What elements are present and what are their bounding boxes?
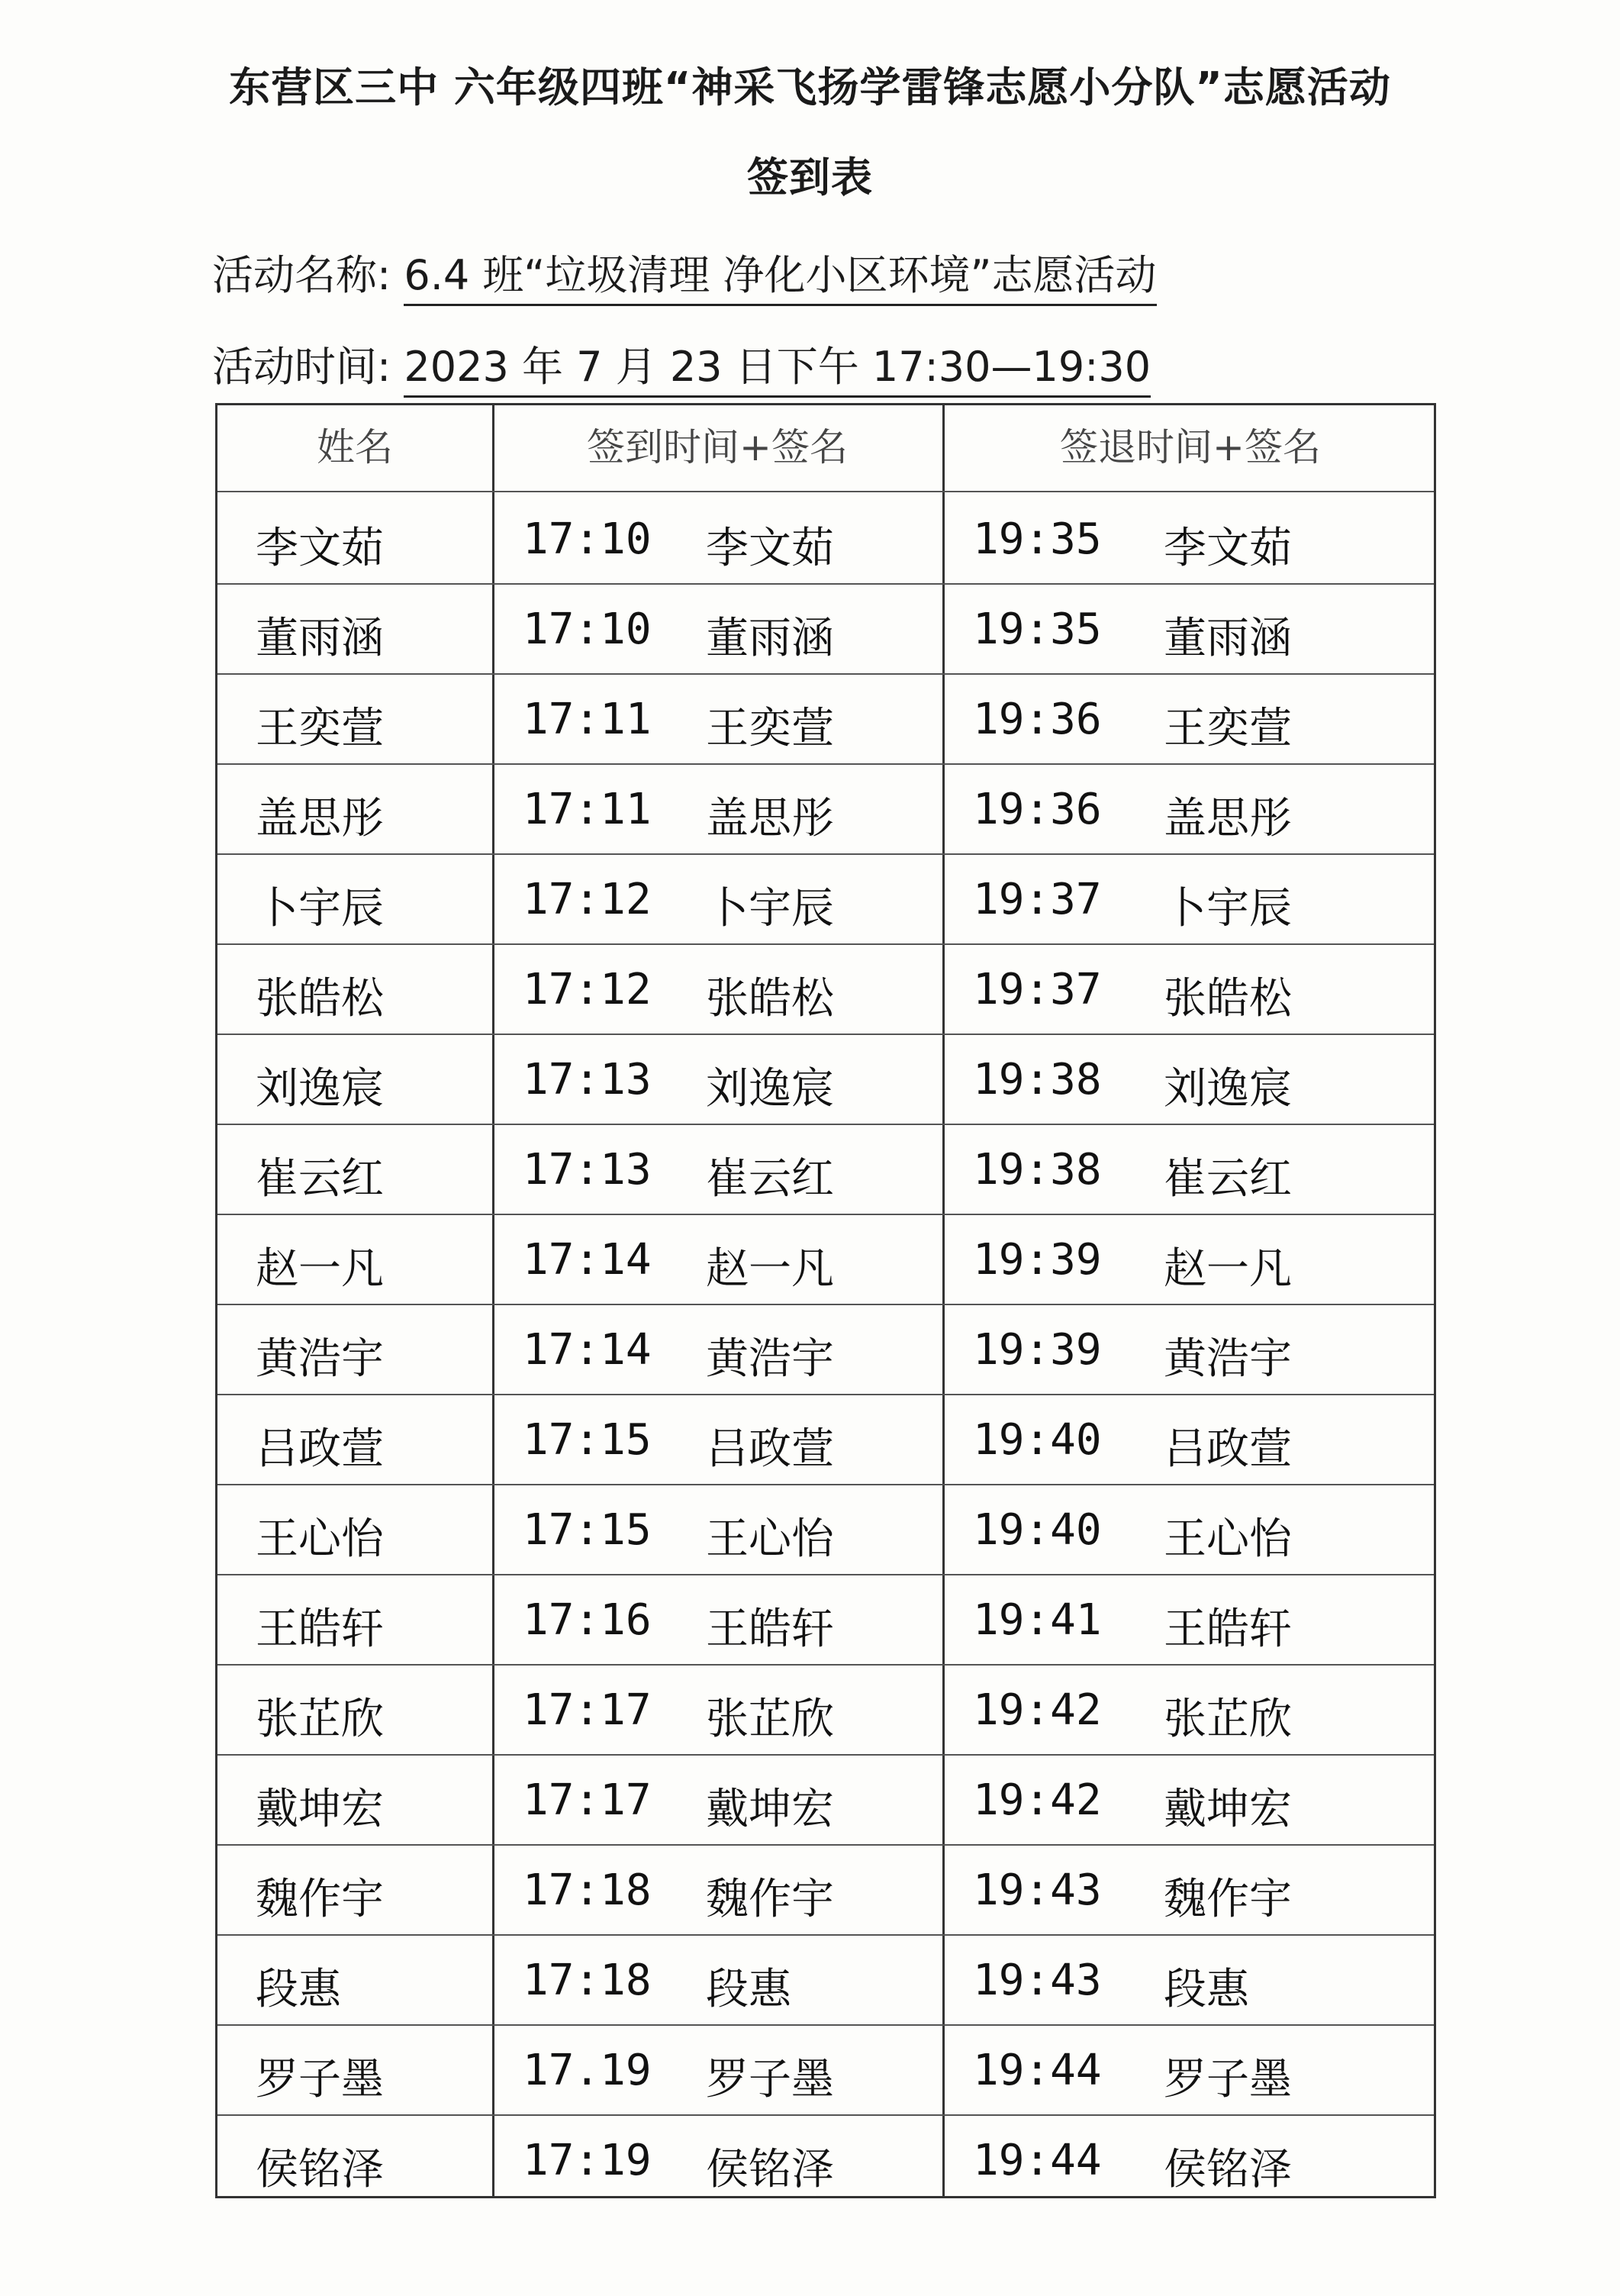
activity-name-row	[212, 243, 1157, 302]
activity-time-row	[212, 334, 1151, 393]
signin-signature-cell: 李文茹	[706, 524, 834, 573]
signout-signature-cell: 王皓轩	[1164, 1604, 1292, 1654]
signin-signature-cell: 张芷欣	[706, 1695, 834, 1744]
signin-signature-cell: 段惠	[706, 1965, 791, 2014]
signin-time-cell: 17:12	[523, 965, 652, 1014]
name-cell: 王奕萱	[256, 704, 384, 753]
signin-time-cell: 17:11	[523, 695, 652, 744]
signin-time-cell: 17:12	[523, 875, 652, 924]
name-cell: 魏作宇	[256, 1875, 384, 1924]
row-divider	[217, 943, 1434, 945]
signout-time-cell: 19:35	[973, 605, 1102, 654]
name-cell: 张皓松	[256, 974, 384, 1024]
name-cell: 黄浩宇	[256, 1334, 384, 1384]
signin-time-cell: 17:14	[523, 1325, 652, 1375]
name-cell: 吕政萱	[256, 1424, 384, 1474]
signin-time-cell: 17:17	[523, 1775, 652, 1825]
signout-time-cell: 19:39	[973, 1325, 1102, 1375]
row-divider	[217, 673, 1434, 675]
signout-signature-cell: 盖思彤	[1164, 794, 1292, 843]
signout-signature-cell: 吕政萱	[1164, 1424, 1292, 1474]
signout-time-cell: 19:42	[973, 1685, 1102, 1735]
signout-time-cell: 19:36	[973, 785, 1102, 834]
row-divider	[217, 1664, 1434, 1666]
name-cell: 张芷欣	[256, 1695, 384, 1744]
signout-signature-cell: 董雨涵	[1164, 614, 1292, 663]
row-divider	[217, 763, 1434, 765]
signin-time-cell: 17.19	[523, 2046, 652, 2095]
signout-time-cell: 19:40	[973, 1415, 1102, 1465]
signin-signature-cell: 黄浩宇	[706, 1334, 834, 1384]
signout-signature-cell: 侯铭泽	[1164, 2145, 1292, 2194]
signin-time-cell: 17:14	[523, 1235, 652, 1285]
row-divider	[217, 1484, 1434, 1485]
signout-signature-cell: 黄浩宇	[1164, 1334, 1292, 1384]
name-cell: 段惠	[256, 1965, 341, 2014]
signout-time-cell: 19:43	[973, 1866, 1102, 1915]
header-signin: 签到时间+签名	[587, 425, 848, 469]
signout-time-cell: 19:39	[973, 1235, 1102, 1285]
signin-signature-cell: 罗子墨	[706, 2055, 834, 2104]
signin-table	[215, 403, 1436, 2198]
row-divider	[217, 1034, 1434, 1035]
signout-time-cell: 19:35	[973, 514, 1102, 564]
signin-time-cell: 17:18	[523, 1956, 652, 2005]
name-cell: 李文茹	[256, 524, 384, 573]
row-divider	[217, 2024, 1434, 2026]
signin-signature-cell: 赵一凡	[706, 1244, 834, 1294]
signout-signature-cell: 戴坤宏	[1164, 1785, 1292, 1834]
activity-name-value: 6.4 班“垃圾清理 净化小区环境”志愿活动	[404, 251, 1156, 306]
header-signout: 签退时间+签名	[1060, 425, 1321, 469]
signout-time-cell: 19:37	[973, 965, 1102, 1014]
signin-time-cell: 17:15	[523, 1505, 652, 1555]
signout-signature-cell: 卜宇辰	[1164, 884, 1292, 934]
signout-signature-cell: 崔云红	[1164, 1154, 1292, 1204]
signin-time-cell: 17:16	[523, 1595, 652, 1645]
signin-signature-cell: 王皓轩	[706, 1604, 834, 1654]
signout-time-cell: 19:37	[973, 875, 1102, 924]
signout-time-cell: 19:44	[973, 2046, 1102, 2095]
signout-time-cell: 19:43	[973, 1956, 1102, 2005]
name-cell: 赵一凡	[256, 1244, 384, 1294]
signout-signature-cell: 罗子墨	[1164, 2055, 1292, 2104]
name-cell: 戴坤宏	[256, 1785, 384, 1834]
name-cell: 王皓轩	[256, 1604, 384, 1654]
header-divider	[217, 491, 1434, 492]
row-divider	[217, 1394, 1434, 1395]
signin-signature-cell: 侯铭泽	[706, 2145, 834, 2194]
row-divider	[217, 1934, 1434, 1936]
activity-time-label: 活动时间:	[212, 343, 391, 391]
name-cell: 侯铭泽	[256, 2145, 384, 2194]
name-cell: 王心怡	[256, 1514, 384, 1564]
signin-signature-cell: 王心怡	[706, 1514, 834, 1564]
signout-signature-cell: 刘逸宸	[1164, 1064, 1292, 1114]
signout-time-cell: 19:38	[973, 1055, 1102, 1104]
name-cell: 罗子墨	[256, 2055, 384, 2104]
header-name: 姓名	[317, 425, 393, 469]
name-cell: 崔云红	[256, 1154, 384, 1204]
row-divider	[217, 583, 1434, 585]
signin-signature-cell: 王奕萱	[706, 704, 834, 753]
activity-time-value: 2023 年 7 月 23 日下午 17:30—19:30	[404, 343, 1151, 398]
signin-time-cell: 17:15	[523, 1415, 652, 1465]
signout-time-cell: 19:36	[973, 695, 1102, 744]
signin-time-cell: 17:13	[523, 1055, 652, 1104]
signout-time-cell: 19:42	[973, 1775, 1102, 1825]
signin-time-cell: 17:10	[523, 514, 652, 564]
signout-signature-cell: 王奕萱	[1164, 704, 1292, 753]
signin-signature-cell: 张皓松	[706, 974, 834, 1024]
signout-time-cell: 19:40	[973, 1505, 1102, 1555]
signout-time-cell: 19:41	[973, 1595, 1102, 1645]
signin-time-cell: 17:18	[523, 1866, 652, 1915]
row-divider	[217, 853, 1434, 855]
title-line-2: 签到表	[747, 153, 873, 202]
signout-time-cell: 19:44	[973, 2136, 1102, 2185]
signin-signature-cell: 魏作宇	[706, 1875, 834, 1924]
signin-signature-cell: 崔云红	[706, 1154, 834, 1204]
name-cell: 董雨涵	[256, 614, 384, 663]
signin-signature-cell: 卜宇辰	[706, 884, 834, 934]
row-divider	[217, 1124, 1434, 1125]
row-divider	[217, 2114, 1434, 2116]
signin-time-cell: 17:13	[523, 1145, 652, 1195]
signin-signature-cell: 戴坤宏	[706, 1785, 834, 1834]
signout-signature-cell: 张皓松	[1164, 974, 1292, 1024]
signin-signature-cell: 吕政萱	[706, 1424, 834, 1474]
signout-signature-cell: 赵一凡	[1164, 1244, 1292, 1294]
row-divider	[217, 1844, 1434, 1846]
name-cell: 刘逸宸	[256, 1064, 384, 1114]
name-cell: 盖思彤	[256, 794, 384, 843]
signin-time-cell: 17:19	[523, 2136, 652, 2185]
activity-name-label: 活动名称:	[212, 251, 391, 299]
name-cell: 卜宇辰	[256, 884, 384, 934]
row-divider	[217, 1304, 1434, 1305]
signout-signature-cell: 张芷欣	[1164, 1695, 1292, 1744]
signin-time-cell: 17:17	[523, 1685, 652, 1735]
signin-signature-cell: 盖思彤	[706, 794, 834, 843]
signin-signature-cell: 董雨涵	[706, 614, 834, 663]
signout-signature-cell: 段惠	[1164, 1965, 1249, 2014]
signin-time-cell: 17:11	[523, 785, 652, 834]
row-divider	[217, 1574, 1434, 1575]
title-line-1: 东营区三中 六年级四班“神采飞扬学雷锋志愿小分队”志愿活动	[229, 63, 1391, 111]
signout-signature-cell: 李文茹	[1164, 524, 1292, 573]
signout-time-cell: 19:38	[973, 1145, 1102, 1195]
signout-signature-cell: 王心怡	[1164, 1514, 1292, 1564]
row-divider	[217, 1754, 1434, 1756]
signout-signature-cell: 魏作宇	[1164, 1875, 1292, 1924]
signin-time-cell: 17:10	[523, 605, 652, 654]
signin-signature-cell: 刘逸宸	[706, 1064, 834, 1114]
row-divider	[217, 1214, 1434, 1215]
